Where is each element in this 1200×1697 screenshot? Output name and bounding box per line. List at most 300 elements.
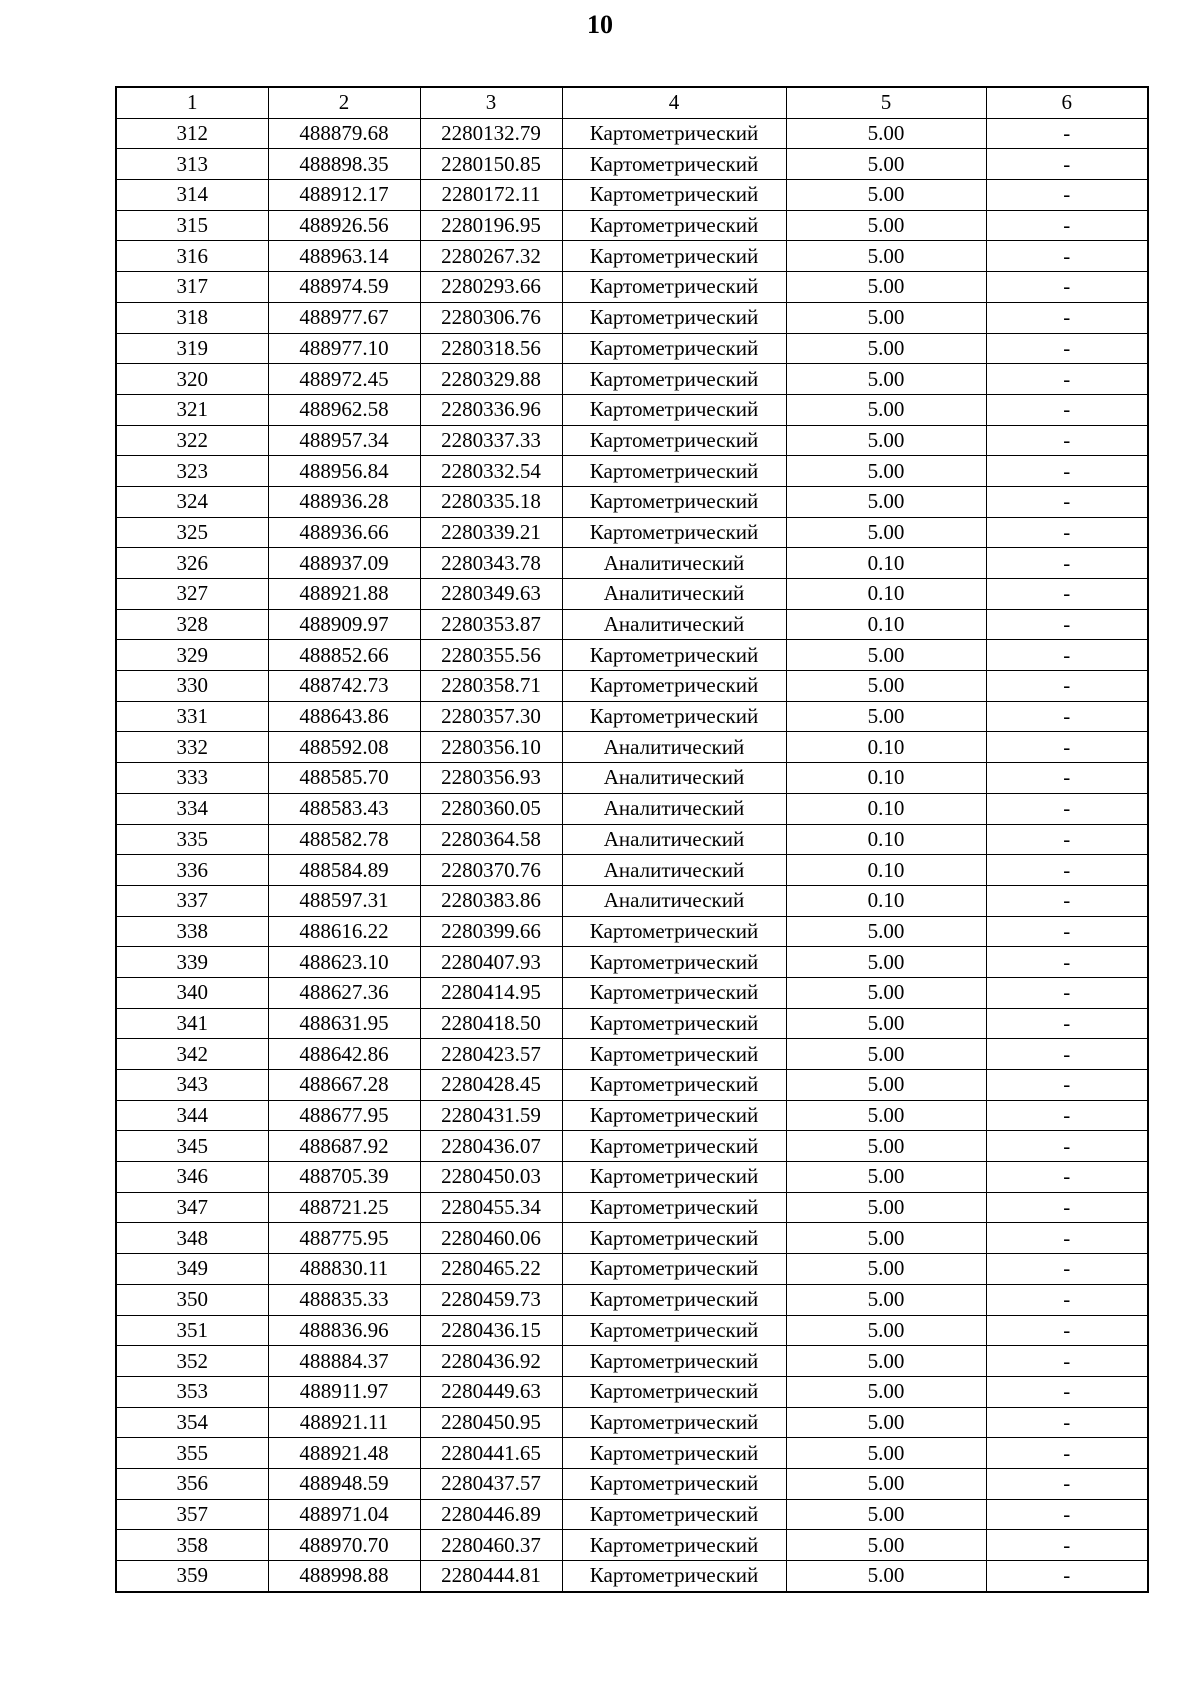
accuracy-cell: 5.00 — [786, 1407, 986, 1438]
accuracy-cell: 5.00 — [786, 947, 986, 978]
point-number-cell: 340 — [116, 977, 268, 1008]
method-cell: Картометрический — [562, 1561, 786, 1592]
x-coordinate-cell: 488921.11 — [268, 1407, 420, 1438]
table-row — [116, 456, 1148, 487]
accuracy-cell: 5.00 — [786, 671, 986, 702]
method-cell: Картометрический — [562, 1070, 786, 1101]
x-coordinate-cell: 488721.25 — [268, 1192, 420, 1223]
y-coordinate-cell: 2280383.86 — [420, 885, 562, 916]
y-coordinate-cell: 2280444.81 — [420, 1561, 562, 1592]
note-cell: - — [986, 1499, 1148, 1530]
y-coordinate-cell: 2280465.22 — [420, 1254, 562, 1285]
method-cell: Картометрический — [562, 364, 786, 395]
note-cell: - — [986, 425, 1148, 456]
note-cell: - — [986, 1284, 1148, 1315]
accuracy-cell: 5.00 — [786, 180, 986, 211]
table-row — [116, 885, 1148, 916]
method-cell: Картометрический — [562, 977, 786, 1008]
y-coordinate-cell: 2280293.66 — [420, 272, 562, 303]
y-coordinate-cell: 2280460.37 — [420, 1530, 562, 1561]
accuracy-cell: 5.00 — [786, 210, 986, 241]
table-row — [116, 855, 1148, 886]
note-cell: - — [986, 1438, 1148, 1469]
method-cell: Картометрический — [562, 149, 786, 180]
method-cell: Аналитический — [562, 855, 786, 886]
point-number-cell: 334 — [116, 793, 268, 824]
accuracy-cell: 5.00 — [786, 425, 986, 456]
point-number-cell: 359 — [116, 1561, 268, 1592]
method-cell: Картометрический — [562, 1100, 786, 1131]
point-number-cell: 348 — [116, 1223, 268, 1254]
method-cell: Аналитический — [562, 609, 786, 640]
x-coordinate-cell: 488775.95 — [268, 1223, 420, 1254]
x-coordinate-cell: 488912.17 — [268, 180, 420, 211]
accuracy-cell: 5.00 — [786, 394, 986, 425]
x-coordinate-cell: 488972.45 — [268, 364, 420, 395]
accuracy-cell: 5.00 — [786, 1100, 986, 1131]
point-number-cell: 338 — [116, 916, 268, 947]
table-row — [116, 1162, 1148, 1193]
accuracy-cell: 5.00 — [786, 1499, 986, 1530]
table-row — [116, 210, 1148, 241]
x-coordinate-cell: 488643.86 — [268, 701, 420, 732]
table-row — [116, 916, 1148, 947]
accuracy-cell: 5.00 — [786, 1192, 986, 1223]
accuracy-cell: 5.00 — [786, 333, 986, 364]
x-coordinate-cell: 488926.56 — [268, 210, 420, 241]
method-cell: Картометрический — [562, 1131, 786, 1162]
table-row — [116, 947, 1148, 978]
point-number-cell: 327 — [116, 579, 268, 610]
y-coordinate-cell: 2280339.21 — [420, 517, 562, 548]
x-coordinate-cell: 488592.08 — [268, 732, 420, 763]
x-coordinate-cell: 488585.70 — [268, 763, 420, 794]
x-coordinate-cell: 488884.37 — [268, 1346, 420, 1377]
x-coordinate-cell: 488948.59 — [268, 1468, 420, 1499]
accuracy-cell: 0.10 — [786, 548, 986, 579]
note-cell: - — [986, 1162, 1148, 1193]
point-number-cell: 323 — [116, 456, 268, 487]
y-coordinate-cell: 2280431.59 — [420, 1100, 562, 1131]
note-cell: - — [986, 701, 1148, 732]
accuracy-cell: 5.00 — [786, 456, 986, 487]
method-cell: Картометрический — [562, 1530, 786, 1561]
table-row — [116, 1131, 1148, 1162]
method-cell: Картометрический — [562, 1438, 786, 1469]
x-coordinate-cell: 488921.88 — [268, 579, 420, 610]
accuracy-cell: 5.00 — [786, 701, 986, 732]
y-coordinate-cell: 2280360.05 — [420, 793, 562, 824]
method-cell: Картометрический — [562, 394, 786, 425]
accuracy-cell: 5.00 — [786, 1284, 986, 1315]
point-number-cell: 316 — [116, 241, 268, 272]
point-number-cell: 315 — [116, 210, 268, 241]
point-number-cell: 355 — [116, 1438, 268, 1469]
method-cell: Картометрический — [562, 425, 786, 456]
y-coordinate-cell: 2280343.78 — [420, 548, 562, 579]
table-row — [116, 1530, 1148, 1561]
method-cell: Картометрический — [562, 456, 786, 487]
note-cell: - — [986, 671, 1148, 702]
x-coordinate-cell: 488631.95 — [268, 1008, 420, 1039]
note-cell: - — [986, 1070, 1148, 1101]
point-number-cell: 324 — [116, 486, 268, 517]
point-number-cell: 312 — [116, 118, 268, 149]
note-cell: - — [986, 732, 1148, 763]
y-coordinate-cell: 2280357.30 — [420, 701, 562, 732]
accuracy-cell: 5.00 — [786, 1346, 986, 1377]
point-number-cell: 330 — [116, 671, 268, 702]
note-cell: - — [986, 210, 1148, 241]
x-coordinate-cell: 488921.48 — [268, 1438, 420, 1469]
note-cell: - — [986, 394, 1148, 425]
method-cell: Картометрический — [562, 333, 786, 364]
table-row — [116, 824, 1148, 855]
x-coordinate-cell: 488956.84 — [268, 456, 420, 487]
note-cell: - — [986, 333, 1148, 364]
method-cell: Картометрический — [562, 947, 786, 978]
point-number-cell: 313 — [116, 149, 268, 180]
note-cell: - — [986, 364, 1148, 395]
note-cell: - — [986, 1131, 1148, 1162]
method-cell: Аналитический — [562, 793, 786, 824]
y-coordinate-cell: 2280437.57 — [420, 1468, 562, 1499]
y-coordinate-cell: 2280450.95 — [420, 1407, 562, 1438]
point-number-cell: 357 — [116, 1499, 268, 1530]
accuracy-cell: 5.00 — [786, 1376, 986, 1407]
table-row — [116, 118, 1148, 149]
table-row — [116, 763, 1148, 794]
note-cell: - — [986, 1223, 1148, 1254]
x-coordinate-cell: 488597.31 — [268, 885, 420, 916]
x-coordinate-cell: 488623.10 — [268, 947, 420, 978]
y-coordinate-cell: 2280399.66 — [420, 916, 562, 947]
accuracy-cell: 5.00 — [786, 364, 986, 395]
method-cell: Аналитический — [562, 548, 786, 579]
note-cell: - — [986, 1192, 1148, 1223]
note-cell: - — [986, 1039, 1148, 1070]
point-number-cell: 331 — [116, 701, 268, 732]
table-row — [116, 364, 1148, 395]
column-header: 3 — [420, 87, 562, 118]
table-row — [116, 579, 1148, 610]
method-cell: Картометрический — [562, 1407, 786, 1438]
method-cell: Аналитический — [562, 885, 786, 916]
table-row — [116, 1223, 1148, 1254]
point-number-cell: 319 — [116, 333, 268, 364]
table-row — [116, 1315, 1148, 1346]
y-coordinate-cell: 2280423.57 — [420, 1039, 562, 1070]
point-number-cell: 325 — [116, 517, 268, 548]
note-cell: - — [986, 456, 1148, 487]
note-cell: - — [986, 609, 1148, 640]
method-cell: Аналитический — [562, 732, 786, 763]
table-row — [116, 425, 1148, 456]
accuracy-cell: 5.00 — [786, 241, 986, 272]
note-cell: - — [986, 1008, 1148, 1039]
method-cell: Аналитический — [562, 579, 786, 610]
table-row — [116, 701, 1148, 732]
y-coordinate-cell: 2280172.11 — [420, 180, 562, 211]
y-coordinate-cell: 2280332.54 — [420, 456, 562, 487]
table-row — [116, 1100, 1148, 1131]
point-number-cell: 346 — [116, 1162, 268, 1193]
accuracy-cell: 5.00 — [786, 1223, 986, 1254]
column-header: 1 — [116, 87, 268, 118]
method-cell: Картометрический — [562, 701, 786, 732]
note-cell: - — [986, 149, 1148, 180]
accuracy-cell: 5.00 — [786, 1008, 986, 1039]
note-cell: - — [986, 824, 1148, 855]
y-coordinate-cell: 2280306.76 — [420, 302, 562, 333]
y-coordinate-cell: 2280428.45 — [420, 1070, 562, 1101]
y-coordinate-cell: 2280370.76 — [420, 855, 562, 886]
note-cell: - — [986, 885, 1148, 916]
point-number-cell: 317 — [116, 272, 268, 303]
point-number-cell: 336 — [116, 855, 268, 886]
note-cell: - — [986, 1315, 1148, 1346]
accuracy-cell: 0.10 — [786, 763, 986, 794]
table-row — [116, 1407, 1148, 1438]
y-coordinate-cell: 2280441.65 — [420, 1438, 562, 1469]
x-coordinate-cell: 488705.39 — [268, 1162, 420, 1193]
accuracy-cell: 5.00 — [786, 1039, 986, 1070]
table-row — [116, 1346, 1148, 1377]
table-row — [116, 793, 1148, 824]
note-cell: - — [986, 180, 1148, 211]
point-number-cell: 342 — [116, 1039, 268, 1070]
method-cell: Картометрический — [562, 118, 786, 149]
x-coordinate-cell: 488667.28 — [268, 1070, 420, 1101]
accuracy-cell: 0.10 — [786, 579, 986, 610]
x-coordinate-cell: 488835.33 — [268, 1284, 420, 1315]
method-cell: Картометрический — [562, 241, 786, 272]
table-row — [116, 1254, 1148, 1285]
table-row — [116, 486, 1148, 517]
column-header: 2 — [268, 87, 420, 118]
x-coordinate-cell: 488742.73 — [268, 671, 420, 702]
point-number-cell: 351 — [116, 1315, 268, 1346]
y-coordinate-cell: 2280450.03 — [420, 1162, 562, 1193]
point-number-cell: 352 — [116, 1346, 268, 1377]
point-number-cell: 344 — [116, 1100, 268, 1131]
x-coordinate-cell: 488962.58 — [268, 394, 420, 425]
accuracy-cell: 5.00 — [786, 118, 986, 149]
point-number-cell: 347 — [116, 1192, 268, 1223]
x-coordinate-cell: 488963.14 — [268, 241, 420, 272]
x-coordinate-cell: 488937.09 — [268, 548, 420, 579]
accuracy-cell: 5.00 — [786, 1530, 986, 1561]
note-cell: - — [986, 1468, 1148, 1499]
point-number-cell: 335 — [116, 824, 268, 855]
y-coordinate-cell: 2280414.95 — [420, 977, 562, 1008]
note-cell: - — [986, 1100, 1148, 1131]
table-row — [116, 1438, 1148, 1469]
x-coordinate-cell: 488909.97 — [268, 609, 420, 640]
note-cell: - — [986, 302, 1148, 333]
table-row — [116, 1008, 1148, 1039]
note-cell: - — [986, 947, 1148, 978]
note-cell: - — [986, 517, 1148, 548]
table-row — [116, 977, 1148, 1008]
y-coordinate-cell: 2280318.56 — [420, 333, 562, 364]
method-cell: Картометрический — [562, 916, 786, 947]
method-cell: Картометрический — [562, 486, 786, 517]
table-row — [116, 333, 1148, 364]
note-cell: - — [986, 548, 1148, 579]
x-coordinate-cell: 488898.35 — [268, 149, 420, 180]
note-cell: - — [986, 1346, 1148, 1377]
y-coordinate-cell: 2280436.07 — [420, 1131, 562, 1162]
y-coordinate-cell: 2280337.33 — [420, 425, 562, 456]
method-cell: Картометрический — [562, 1315, 786, 1346]
x-coordinate-cell: 488836.96 — [268, 1315, 420, 1346]
table-row — [116, 1499, 1148, 1530]
y-coordinate-cell: 2280436.15 — [420, 1315, 562, 1346]
accuracy-cell: 5.00 — [786, 1162, 986, 1193]
point-number-cell: 326 — [116, 548, 268, 579]
y-coordinate-cell: 2280455.34 — [420, 1192, 562, 1223]
point-number-cell: 358 — [116, 1530, 268, 1561]
accuracy-cell: 5.00 — [786, 1468, 986, 1499]
accuracy-cell: 0.10 — [786, 793, 986, 824]
table-row — [116, 302, 1148, 333]
y-coordinate-cell: 2280407.93 — [420, 947, 562, 978]
accuracy-cell: 5.00 — [786, 916, 986, 947]
note-cell: - — [986, 977, 1148, 1008]
method-cell: Картометрический — [562, 1468, 786, 1499]
table-row — [116, 732, 1148, 763]
x-coordinate-cell: 488852.66 — [268, 640, 420, 671]
accuracy-cell: 5.00 — [786, 486, 986, 517]
y-coordinate-cell: 2280196.95 — [420, 210, 562, 241]
x-coordinate-cell: 488677.95 — [268, 1100, 420, 1131]
x-coordinate-cell: 488974.59 — [268, 272, 420, 303]
table-row — [116, 272, 1148, 303]
y-coordinate-cell: 2280364.58 — [420, 824, 562, 855]
point-number-cell: 349 — [116, 1254, 268, 1285]
accuracy-cell: 5.00 — [786, 272, 986, 303]
point-number-cell: 341 — [116, 1008, 268, 1039]
table-header — [116, 87, 1148, 118]
x-coordinate-cell: 488582.78 — [268, 824, 420, 855]
accuracy-cell: 5.00 — [786, 1561, 986, 1592]
y-coordinate-cell: 2280356.10 — [420, 732, 562, 763]
note-cell: - — [986, 855, 1148, 886]
note-cell: - — [986, 241, 1148, 272]
accuracy-cell: 5.00 — [786, 977, 986, 1008]
y-coordinate-cell: 2280460.06 — [420, 1223, 562, 1254]
point-number-cell: 328 — [116, 609, 268, 640]
method-cell: Картометрический — [562, 1346, 786, 1377]
method-cell: Картометрический — [562, 1162, 786, 1193]
method-cell: Картометрический — [562, 1192, 786, 1223]
note-cell: - — [986, 118, 1148, 149]
point-number-cell: 322 — [116, 425, 268, 456]
table-row — [116, 241, 1148, 272]
method-cell: Аналитический — [562, 824, 786, 855]
x-coordinate-cell: 488957.34 — [268, 425, 420, 456]
accuracy-cell: 5.00 — [786, 1438, 986, 1469]
accuracy-cell: 0.10 — [786, 732, 986, 763]
accuracy-cell: 0.10 — [786, 855, 986, 886]
accuracy-cell: 5.00 — [786, 1254, 986, 1285]
x-coordinate-cell: 488911.97 — [268, 1376, 420, 1407]
note-cell: - — [986, 763, 1148, 794]
method-cell: Картометрический — [562, 180, 786, 211]
y-coordinate-cell: 2280349.63 — [420, 579, 562, 610]
table-row — [116, 394, 1148, 425]
accuracy-cell: 5.00 — [786, 640, 986, 671]
point-number-cell: 350 — [116, 1284, 268, 1315]
accuracy-cell: 5.00 — [786, 1315, 986, 1346]
table-row — [116, 1039, 1148, 1070]
x-coordinate-cell: 488616.22 — [268, 916, 420, 947]
note-cell: - — [986, 1254, 1148, 1285]
note-cell: - — [986, 1407, 1148, 1438]
table-row — [116, 640, 1148, 671]
table-row — [116, 1561, 1148, 1592]
method-cell: Картометрический — [562, 1376, 786, 1407]
x-coordinate-cell: 488642.86 — [268, 1039, 420, 1070]
x-coordinate-cell: 488998.88 — [268, 1561, 420, 1592]
method-cell: Картометрический — [562, 517, 786, 548]
note-cell: - — [986, 1530, 1148, 1561]
method-cell: Картометрический — [562, 671, 786, 702]
method-cell: Картометрический — [562, 1284, 786, 1315]
point-number-cell: 343 — [116, 1070, 268, 1101]
x-coordinate-cell: 488970.70 — [268, 1530, 420, 1561]
x-coordinate-cell: 488977.10 — [268, 333, 420, 364]
note-cell: - — [986, 486, 1148, 517]
point-number-cell: 314 — [116, 180, 268, 211]
accuracy-cell: 5.00 — [786, 1070, 986, 1101]
column-header: 4 — [562, 87, 786, 118]
table-row — [116, 1284, 1148, 1315]
point-number-cell: 345 — [116, 1131, 268, 1162]
table-row — [116, 671, 1148, 702]
accuracy-cell: 0.10 — [786, 824, 986, 855]
accuracy-cell: 0.10 — [786, 609, 986, 640]
x-coordinate-cell: 488977.67 — [268, 302, 420, 333]
coordinates-table — [115, 86, 1149, 1593]
table-row — [116, 517, 1148, 548]
note-cell: - — [986, 640, 1148, 671]
method-cell: Картометрический — [562, 302, 786, 333]
x-coordinate-cell: 488627.36 — [268, 977, 420, 1008]
point-number-cell: 356 — [116, 1468, 268, 1499]
x-coordinate-cell: 488584.89 — [268, 855, 420, 886]
y-coordinate-cell: 2280446.89 — [420, 1499, 562, 1530]
y-coordinate-cell: 2280449.63 — [420, 1376, 562, 1407]
y-coordinate-cell: 2280356.93 — [420, 763, 562, 794]
accuracy-cell: 0.10 — [786, 885, 986, 916]
header-row — [116, 87, 1148, 118]
method-cell: Картометрический — [562, 272, 786, 303]
page-number: 10 — [587, 10, 613, 39]
accuracy-cell: 5.00 — [786, 517, 986, 548]
x-coordinate-cell: 488583.43 — [268, 793, 420, 824]
method-cell: Картометрический — [562, 1039, 786, 1070]
table-row — [116, 1376, 1148, 1407]
method-cell: Картометрический — [562, 1499, 786, 1530]
x-coordinate-cell: 488687.92 — [268, 1131, 420, 1162]
note-cell: - — [986, 916, 1148, 947]
method-cell: Картометрический — [562, 1223, 786, 1254]
x-coordinate-cell: 488936.28 — [268, 486, 420, 517]
point-number-cell: 329 — [116, 640, 268, 671]
y-coordinate-cell: 2280436.92 — [420, 1346, 562, 1377]
